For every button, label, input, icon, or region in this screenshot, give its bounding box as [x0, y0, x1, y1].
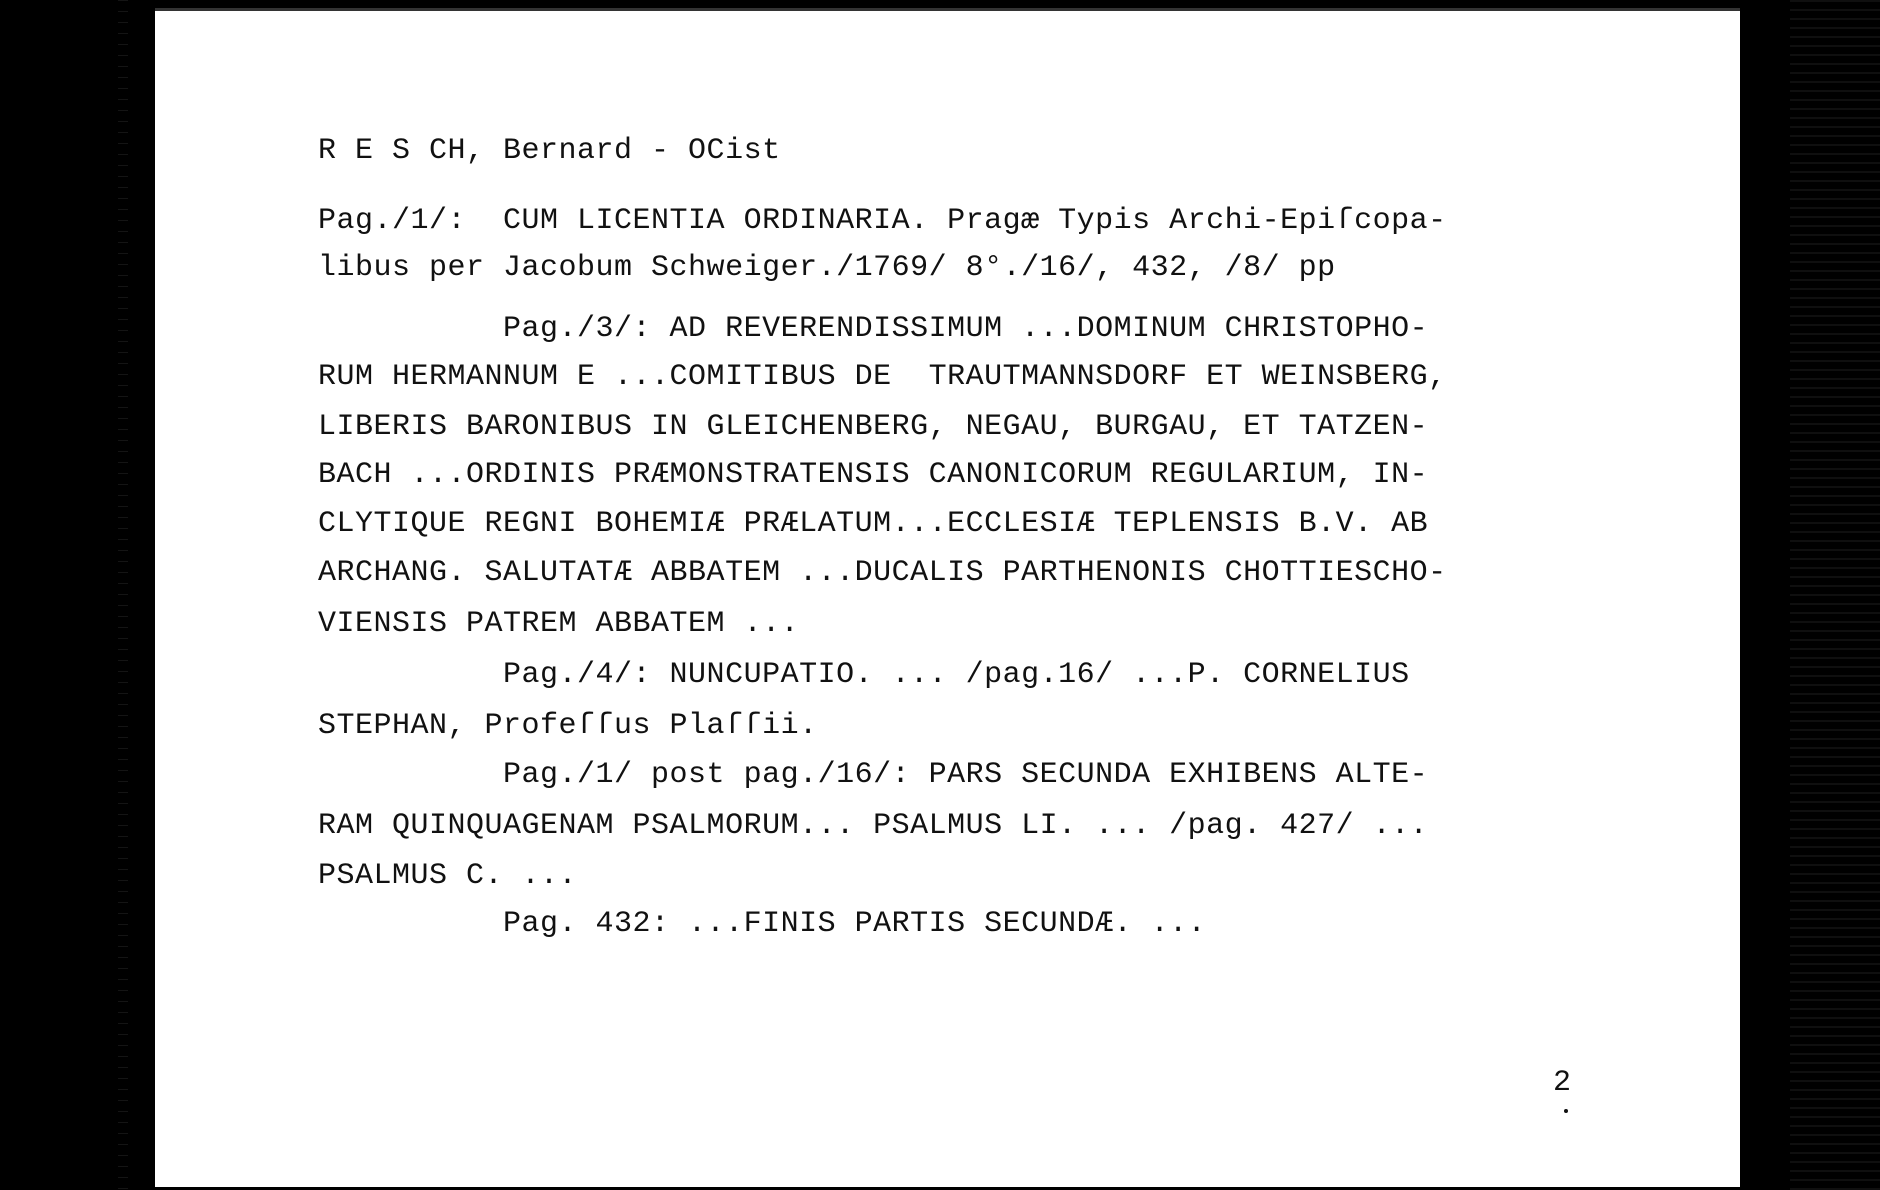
dedication-line-3: LIBERIS BARONIBUS IN GLEICHENBERG, NEGAU, BURGAU, ET TATZEN- [318, 410, 1429, 444]
pars-secunda-line-1: Pag./1/ post pag./16/: PARS SECUNDA EXHIBENS ALTE- [318, 758, 1429, 792]
entry-line-2: libus per Jacobum Schweiger./1769/ 8°./16/, 432, /8/ pp [318, 251, 1336, 285]
catalog-card [155, 8, 1740, 1187]
dedication-line-1: Pag./3/: AD REVERENDISSIMUM ...DOMINUM CHRISTOPHO- [318, 312, 1429, 346]
dedication-line-4: BACH ...ORDINIS PRÆMONSTRATENSIS CANONICORUM REGULARIUM, IN- [318, 458, 1429, 492]
page-number-dot [1564, 1109, 1568, 1113]
dedication-line-7: VIENSIS PATREM ABBATEM ... [318, 607, 800, 641]
nuncupatio-line-1: Pag./4/: NUNCUPATIO. ... /pag.16/ ...P. CORNELIUS [318, 658, 1410, 692]
dedication-line-2: RUM HERMANNUM E ...COMITIBUS DE TRAUTMANNSDORF ET WEINSBERG, [318, 360, 1447, 394]
author-heading: R E S CH, Bernard - OCist [318, 134, 781, 168]
scan-edge-noise-left [118, 0, 128, 1190]
finis-line: Pag. 432: ...FINIS PARTIS SECUNDÆ. ... [318, 907, 1207, 941]
dedication-line-5: CLYTIQUE REGNI BOHEMIÆ PRÆLATUM...ECCLESIÆ TEPLENSIS B.V. AB [318, 507, 1429, 541]
dedication-line-6: ARCHANG. SALUTATÆ ABBATEM ...DUCALIS PARTHENONIS CHOTTIESCHO- [318, 556, 1447, 590]
page-number: 2 [1553, 1066, 1572, 1100]
pars-secunda-line-2: RAM QUINQUAGENAM PSALMORUM... PSALMUS LI. ... /pag. 427/ ... [318, 809, 1429, 843]
pars-secunda-line-3: PSALMUS C. ... [318, 859, 578, 893]
scan-edge-noise-right [1790, 0, 1880, 1190]
nuncupatio-line-2: STEPHAN, Profeſſus Plaſſii. [318, 709, 818, 743]
entry-line-1: Pag./1/: CUM LICENTIA ORDINARIA. Pragæ Typis Archi-Epiſcopa- [318, 204, 1447, 238]
